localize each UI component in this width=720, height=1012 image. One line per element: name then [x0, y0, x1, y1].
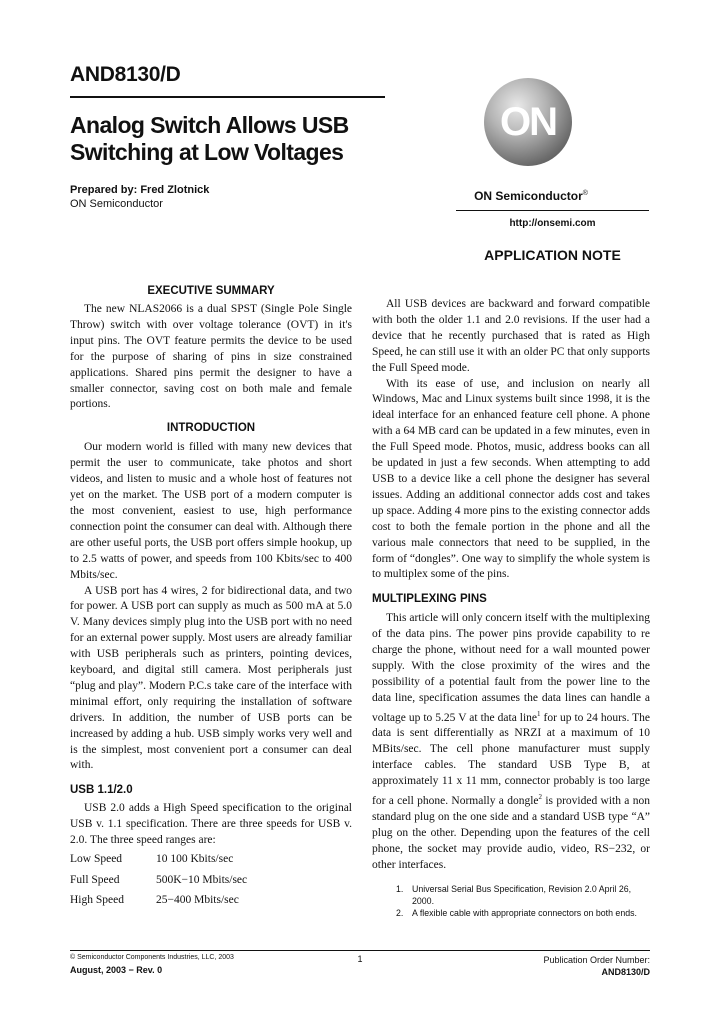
company-name	[456, 189, 606, 203]
executive-summary-paragraph: The new NLAS2066 is a dual SPST (Single Pole Single Throw) switch with over voltage tolerance (OVT) in it's input pins. The OVT feature permits the device to be used for the purpose of sharing of pins in size constrained applications. Shared pins permit the designer to have a smaller connector, saving cost on both male and female portions.	[70, 303, 352, 411]
document-title	[70, 112, 400, 166]
speed-list	[70, 849, 352, 911]
footnote-text: A flexible cable with appropriate connectors on both ends.	[412, 908, 637, 919]
speed-row-high	[70, 890, 352, 911]
header-rule	[70, 96, 385, 98]
title-line-1: Analog Switch Allows USB	[70, 112, 349, 138]
speed-name: High Speed	[70, 894, 124, 907]
introduction-paragraph-2: A USB port has 4 wires, 2 for bidirectional data, and two for power. A USB port can supply as much as 500 mA at 5.0 V. Many devices simply plug into the USB port with no need for an external power supply. Most users are already familiar with USB peripherals such as printers, pointing devices, keyboard, and digital still camera. Most peripherals just “plug and play”. Modern P.C.s take care of the interface with minimal effort, only requiring the installation of software drivers. In addition, the number of USB ports can be increased by adding a hub. USB simply works very well and is the simplest, most convenient port a consumer can deal with.	[70, 584, 352, 772]
footnote-1	[396, 883, 650, 907]
prepared-label: Prepared by:	[70, 184, 138, 196]
title-line-2: Switching at Low Voltages	[70, 139, 344, 165]
author-name: Fred Zlotnick	[140, 184, 210, 196]
brand-rule	[456, 210, 649, 211]
registered-mark: ®	[582, 190, 588, 197]
publication-order	[450, 954, 650, 978]
speed-row-full	[70, 870, 352, 891]
publication-order-number: AND8130/D	[601, 967, 650, 977]
multiplexing-paragraph	[372, 611, 650, 873]
multiplexing-heading: MULTIPLEXING PINS	[372, 593, 487, 606]
author-organization: ON Semiconductor	[70, 198, 163, 210]
introduction-heading: INTRODUCTION	[166, 422, 256, 435]
on-semiconductor-logo	[484, 78, 572, 166]
right-column	[372, 297, 650, 919]
cell-phone-paragraph: With its ease of use, and inclusion on nearly all Windows, Mac and Linux systems built since 1998, it is the ideal interface for an enhanced feature cell phone. A phone with a 64 MB card can be updated in a few minutes, even in the Full Speed mode. Photos, music, address books can all be updated in just a few seconds. When attempting to add USB to a device like a cell phone the designer has several issues. Adding an additional connector adds cost and takes up space. Adding 4 more pins to the existing connector adds cost to both the female portion in the phone and all the various male connectors that need to be supplied, in the form of “dongles”. One way to simplify the whole system is to multiplex some of the pins.	[372, 377, 650, 581]
speed-name: Full Speed	[70, 873, 120, 886]
application-note-label: APPLICATION NOTE	[484, 247, 621, 263]
multiplexing-text-c: is provided with a non standard plug on the one side and a standard USB type “A” plug on the other. Depending upon the features of the cell phone, the socket may provide audio, video, RS−232, or other interfaces.	[372, 794, 650, 871]
footnote-ref-2: 2	[538, 793, 543, 802]
company-url-link[interactable]: http://onsemi.com	[509, 218, 596, 229]
copyright-notice: © Semiconductor Components Industries, LLC, 2003	[70, 954, 234, 961]
introduction-paragraph-1: Our modern world is filled with many new devices that permit the user to communicate, take photos and short videos, and listen to music and a whole host of features not yet on the market. The USB port of a modern computer is the most convenient, easiest to use, high performance connection point the consumer can deal with. Although there are other useful ports, the USB port offers simple hookup, up to 2.5 watts of power, and speeds from 100 Kbits/sec to 400 Mbits/sec.	[70, 441, 352, 581]
publication-order-label: Publication Order Number:	[543, 955, 650, 965]
speed-range: 10 100 Kbits/sec	[156, 853, 234, 866]
footnote-ref-1: 1	[537, 709, 541, 718]
company-label: ON Semiconductor	[474, 189, 583, 203]
executive-summary-heading: EXECUTIVE SUMMARY	[147, 285, 275, 297]
footnotes	[372, 883, 650, 919]
speed-name: Low Speed	[70, 853, 123, 866]
compatibility-paragraph: All USB devices are backward and forward compatible with both the older 1.1 and 2.0 revisions. If the user had a device that he recently purchased that is rated as High Speed, he can still use it with an older PC that only supports the Full Speed mode.	[372, 298, 650, 374]
usb-paragraph: USB 2.0 adds a High Speed specification to the original USB v. 1.1 specification. There are three speeds for USB v. 2.0. The three speed ranges are:	[70, 802, 352, 847]
footnote-text: Universal Serial Bus Specification, Revision 2.0 April 26, 2000.	[412, 884, 632, 907]
logo-text: ON	[500, 100, 556, 144]
revision-date: August, 2003 − Rev. 0	[70, 965, 163, 975]
speed-row-low	[70, 849, 352, 870]
left-column	[70, 285, 352, 911]
footnote-number: 2.	[396, 908, 404, 919]
speed-range: 500K−10 Mbits/sec	[156, 873, 248, 886]
author-block	[70, 183, 209, 211]
footnote-number: 1.	[396, 884, 404, 895]
multiplexing-text-a: This article will only concern itself with the multiplexing of the data pins. The power pins provide capability to re charge the phone, without need for a wall mounted power supply. With the close proximity of the wires and the possibility of a potential fault from the power line to the data line, specification assumes the data lines can handle a voltage up to 5.25 V at the data line	[372, 612, 650, 724]
page-number: 1	[357, 954, 363, 964]
usb-heading: USB 1.1/2.0	[70, 784, 133, 797]
speed-range: 25−400 Mbits/sec	[156, 894, 239, 907]
footnote-2	[396, 907, 650, 919]
multiplexing-text-b: for up to 24 hours. The data is sent differentially as NRZI at a maximum of 10 MBits/sec. The cell phone manufacturer must supply interface cables. The standard USB Type B, at approximately 11 x 11 mm, connector probably is too large for a cell phone. Normally a dongle	[372, 711, 650, 807]
footer-rule	[70, 950, 650, 951]
document-number: AND8130/D	[70, 63, 181, 86]
prepared-by-line	[70, 183, 209, 197]
